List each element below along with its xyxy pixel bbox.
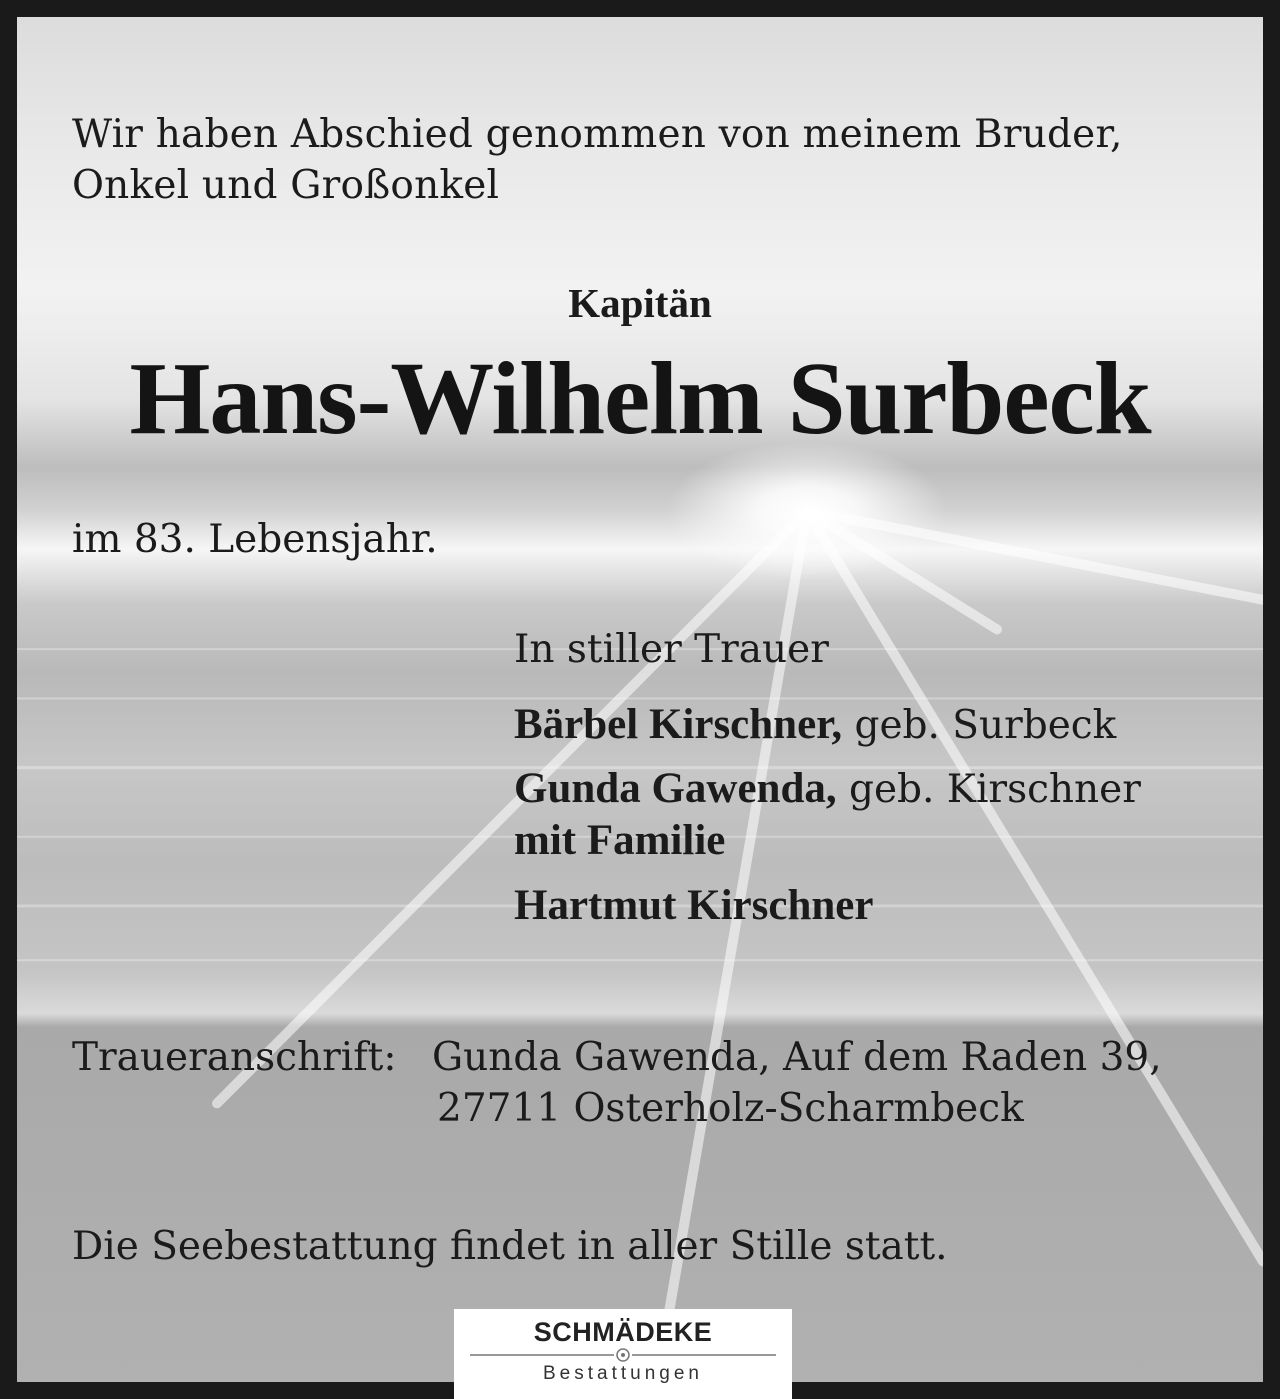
- mourner-name: mit Familie: [514, 817, 726, 864]
- mourner-name: Hartmut Kirschner: [514, 882, 874, 929]
- intro-line-2: Onkel und Großonkel: [72, 163, 500, 208]
- mourner-name: Gunda Gawenda,: [514, 765, 837, 812]
- intro-line-1: Wir haben Abschied genommen von meinem Bruder,: [72, 112, 1123, 157]
- logo-name: SCHMÄDEKE: [533, 1317, 713, 1347]
- mourner-suffix: geb. Surbeck: [842, 703, 1117, 748]
- intro-text: [72, 109, 1123, 211]
- deceased-name: Hans-Wilhelm Surbeck: [129, 341, 1151, 456]
- logo-ornament-icon: [454, 1345, 792, 1365]
- funeral-home-logo: [454, 1309, 792, 1399]
- mourner-entry: [514, 881, 873, 930]
- logo-subtitle: Bestattungen: [543, 1363, 703, 1384]
- address-line-1: Gunda Gawenda, Auf dem Raden 39,: [432, 1035, 1162, 1080]
- address-label: Traueranschrift:: [72, 1035, 397, 1080]
- deceased-title: Kapitän: [568, 280, 712, 326]
- burial-note: Die Seebestattung findet in aller Stille statt.: [72, 1224, 948, 1269]
- address-line-2: 27711 Osterholz-Scharmbeck: [437, 1086, 1024, 1131]
- age-text: im 83. Lebensjahr.: [72, 517, 438, 562]
- mourner-entry: [514, 764, 1141, 813]
- mourning-heading: In stiller Trauer: [514, 627, 829, 672]
- mourner-entry: [514, 816, 725, 865]
- mourner-suffix: geb. Kirschner: [836, 767, 1141, 812]
- mourner-entry: [514, 700, 1116, 749]
- mourner-name: Bärbel Kirschner,: [514, 701, 843, 748]
